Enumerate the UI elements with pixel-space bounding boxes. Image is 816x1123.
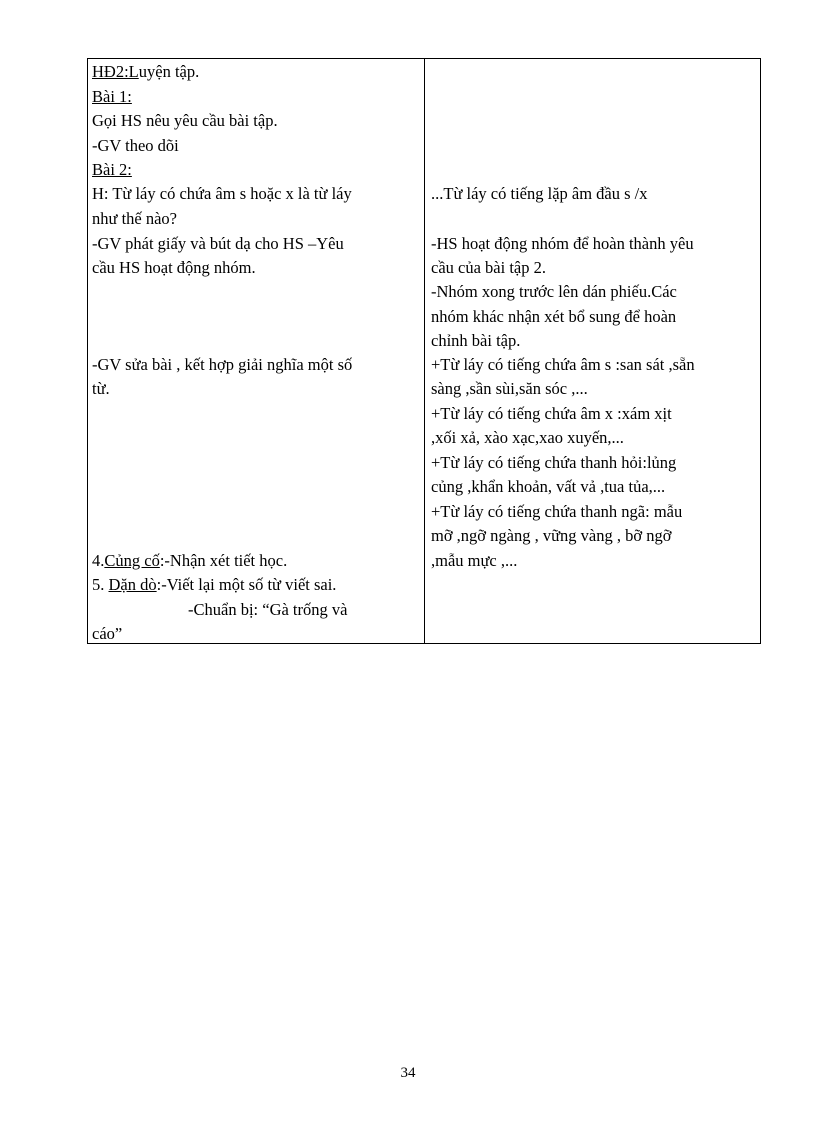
teacher-activities-column xyxy=(92,59,418,643)
bai1-heading: Bài 1: xyxy=(92,87,132,106)
lesson-table xyxy=(87,58,761,644)
hd2-label: HĐ2:L xyxy=(92,62,139,81)
hd2-heading xyxy=(92,60,199,84)
gv-phat-giay-line-1: -GV phát giấy và bút dạ cho HS –Yêu xyxy=(92,234,344,253)
cung-co-line xyxy=(92,549,287,573)
goi-hs-text: Gọi HS nêu yêu cầu bài tập. xyxy=(92,111,278,130)
am-x-line-1: +Từ láy có tiếng chứa âm x :xám xịt xyxy=(431,404,672,423)
bai2-heading: Bài 2: xyxy=(92,160,132,179)
cung-co-text: :-Nhận xét tiết học. xyxy=(159,551,288,570)
nhom-xong-line-1: -Nhóm xong trước lên dán phiếu.Các xyxy=(431,282,677,301)
tu-lay-am-dau-text: ...Từ láy có tiếng lặp âm đầu s /x xyxy=(431,184,648,203)
thanh-nga-line-3: ,mẫu mực ,... xyxy=(431,551,518,570)
column-divider xyxy=(424,59,425,643)
question-line-2: như thế nào? xyxy=(92,209,177,228)
am-s-line-1: +Từ láy có tiếng chứa âm s :san sát ,sẵn xyxy=(431,355,695,374)
dan-do-number: 5. xyxy=(92,575,109,594)
thanh-hoi-line-2: củng ,khẩn khoản, vất vả ,tua tủa,... xyxy=(431,477,666,496)
am-s-line-2: sàng ,sần sùi,săn sóc ,... xyxy=(431,379,588,398)
page-number: 34 xyxy=(400,1065,416,1081)
cao-line: cáo” xyxy=(92,624,123,643)
gv-sua-bai-line-2: từ. xyxy=(92,379,110,398)
question-line-1: H: Từ láy có chứa âm s hoặc x là từ láy xyxy=(92,184,352,203)
nhom-xong-line-3: chỉnh bài tập. xyxy=(431,331,521,350)
gv-phat-giay-line-2: cầu HS hoạt động nhóm. xyxy=(92,258,256,277)
thanh-hoi-line-1: +Từ láy có tiếng chứa thanh hỏi:lủng xyxy=(431,453,677,472)
thanh-nga-line-1: +Từ láy có tiếng chứa thanh ngã: mẫu xyxy=(431,502,683,521)
dan-do-line xyxy=(92,573,336,597)
dan-do-label: Dặn dò xyxy=(108,575,157,594)
hs-hoat-dong-line-1: -HS hoạt động nhóm để hoàn thành yêu xyxy=(431,234,694,253)
hs-hoat-dong-line-2: cầu của bài tập 2. xyxy=(431,258,546,277)
cung-co-number: 4. xyxy=(92,551,105,570)
chuan-bi-line: -Chuẩn bị: “Gà trống và xyxy=(188,600,348,619)
thanh-nga-line-2: mỡ ,ngỡ ngàng , vững vàng , bỡ ngỡ xyxy=(431,526,672,545)
gv-sua-bai-line-1: -GV sửa bài , kết hợp giải nghĩa một số xyxy=(92,355,353,374)
hd2-title: uyện tập. xyxy=(138,62,200,81)
cung-co-label: Củng cố xyxy=(104,551,160,570)
gv-theo-doi-text: -GV theo dõi xyxy=(92,136,179,155)
dan-do-text: :-Viết lại một số từ viết sai. xyxy=(156,575,337,594)
nhom-xong-line-2: nhóm khác nhận xét bổ sung để hoàn xyxy=(431,307,677,326)
am-x-line-2: ,xối xả, xào xạc,xao xuyến,... xyxy=(431,428,624,447)
student-activities-column xyxy=(431,59,757,643)
